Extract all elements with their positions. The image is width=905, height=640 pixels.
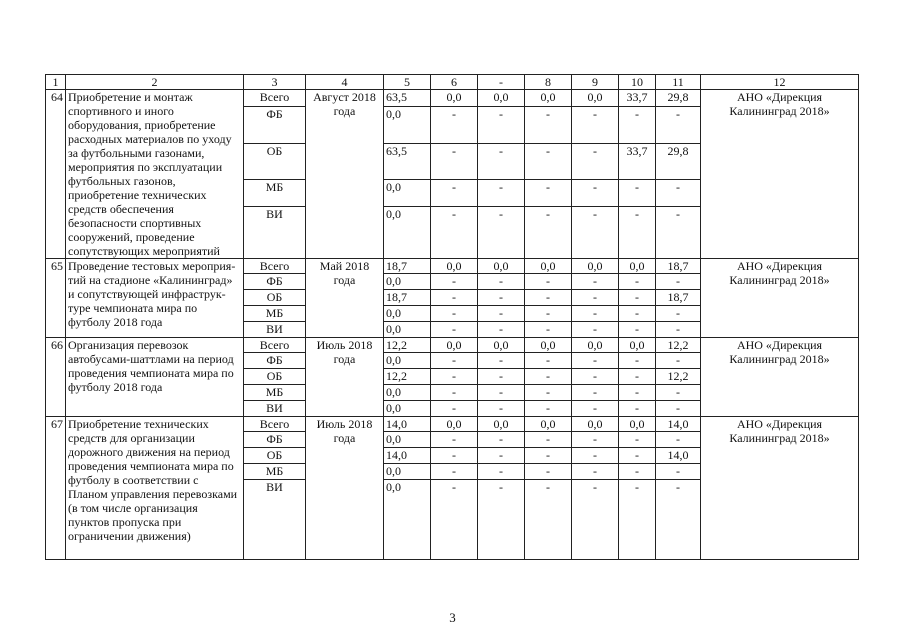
- value-cell: -: [431, 180, 478, 207]
- value-cell: -: [619, 464, 656, 480]
- value-cell: 0,0: [619, 259, 656, 274]
- value-cell: 12,2: [656, 369, 701, 385]
- value-cell: -: [431, 401, 478, 417]
- value-cell: 0,0: [384, 353, 431, 369]
- header-cell: 11: [656, 75, 701, 90]
- header-cell: 12: [701, 75, 859, 90]
- value-cell: 33,7: [619, 144, 656, 180]
- value-cell: 0,0: [478, 259, 525, 274]
- value-cell: -: [431, 448, 478, 464]
- value-cell: -: [525, 385, 572, 401]
- value-cell: -: [572, 144, 619, 180]
- value-cell: -: [478, 385, 525, 401]
- value-cell: -: [619, 369, 656, 385]
- value-cell: -: [656, 180, 701, 207]
- value-cell: -: [525, 180, 572, 207]
- header-cell: 4: [306, 75, 384, 90]
- value-cell: -: [619, 290, 656, 306]
- header-cell: 10: [619, 75, 656, 90]
- value-cell: -: [572, 385, 619, 401]
- value-cell: 0,0: [431, 338, 478, 353]
- value-cell: -: [572, 432, 619, 448]
- value-cell: -: [431, 369, 478, 385]
- value-cell: -: [656, 353, 701, 369]
- value-cell: 14,0: [384, 448, 431, 464]
- value-cell: -: [431, 306, 478, 322]
- funding-source: ФБ: [244, 353, 306, 369]
- value-cell: -: [619, 432, 656, 448]
- funding-source: ОБ: [244, 369, 306, 385]
- value-cell: 0,0: [525, 338, 572, 353]
- funding-source: ФБ: [244, 274, 306, 290]
- value-cell: -: [619, 106, 656, 143]
- funding-source: ФБ: [244, 106, 306, 143]
- value-cell: 0,0: [384, 180, 431, 207]
- value-cell: -: [572, 448, 619, 464]
- row-number: 65: [46, 259, 66, 338]
- value-cell: -: [656, 480, 701, 560]
- row-number: 67: [46, 417, 66, 560]
- value-cell: 0,0: [384, 274, 431, 290]
- value-cell: -: [619, 401, 656, 417]
- value-cell: 0,0: [478, 417, 525, 432]
- value-cell: 33,7: [619, 90, 656, 107]
- value-cell: -: [656, 207, 701, 259]
- value-cell: -: [619, 274, 656, 290]
- value-cell: -: [478, 274, 525, 290]
- value-cell: 0,0: [384, 106, 431, 143]
- value-cell: 63,5: [384, 144, 431, 180]
- value-cell: -: [478, 480, 525, 560]
- value-cell: 0,0: [525, 259, 572, 274]
- funding-source: МБ: [244, 464, 306, 480]
- header-cell: -: [478, 75, 525, 90]
- value-cell: -: [478, 322, 525, 338]
- value-cell: -: [619, 207, 656, 259]
- value-cell: -: [431, 385, 478, 401]
- header-cell: 2: [66, 75, 244, 90]
- executor: АНО «Дирекция Калининград 2018»: [701, 90, 859, 259]
- period: Май 2018 года: [306, 259, 384, 338]
- table-row: [46, 338, 859, 353]
- value-cell: -: [572, 106, 619, 143]
- value-cell: 0,0: [619, 338, 656, 353]
- value-cell: -: [572, 464, 619, 480]
- value-cell: -: [619, 306, 656, 322]
- value-cell: -: [656, 106, 701, 143]
- value-cell: -: [431, 144, 478, 180]
- header-cell: 6: [431, 75, 478, 90]
- value-cell: 12,2: [656, 338, 701, 353]
- table-row: [46, 90, 859, 107]
- value-cell: -: [525, 432, 572, 448]
- value-cell: 0,0: [572, 259, 619, 274]
- value-cell: -: [656, 306, 701, 322]
- value-cell: 0,0: [572, 338, 619, 353]
- funding-source: ОБ: [244, 290, 306, 306]
- executor: АНО «Дирекция Калининград 2018»: [701, 259, 859, 338]
- value-cell: 29,8: [656, 90, 701, 107]
- value-cell: 0,0: [478, 338, 525, 353]
- value-cell: -: [572, 369, 619, 385]
- value-cell: -: [572, 353, 619, 369]
- value-cell: -: [572, 401, 619, 417]
- page-number: 3: [449, 610, 456, 625]
- value-cell: -: [656, 385, 701, 401]
- value-cell: -: [656, 322, 701, 338]
- value-cell: -: [478, 464, 525, 480]
- measure-description: Организация перевозок автобусами-шаттлами на период проведения чемпионата мира по футболу 2018 года: [66, 338, 244, 417]
- funding-source: Всего: [244, 338, 306, 353]
- value-cell: 0,0: [384, 306, 431, 322]
- value-cell: 0,0: [572, 417, 619, 432]
- measure-description: Проведение тестовых мероприя-тий на стадионе «Калининград» и сопутствующей инфраструк-туре чемпионата мира по футболу 2018 года: [66, 259, 244, 338]
- value-cell: 12,2: [384, 338, 431, 353]
- value-cell: -: [525, 464, 572, 480]
- value-cell: 0,0: [572, 90, 619, 107]
- value-cell: -: [525, 353, 572, 369]
- value-cell: -: [431, 464, 478, 480]
- value-cell: -: [572, 322, 619, 338]
- value-cell: 14,0: [656, 448, 701, 464]
- value-cell: 18,7: [384, 290, 431, 306]
- period: Август 2018 года: [306, 90, 384, 259]
- value-cell: -: [478, 290, 525, 306]
- funding-source: ВИ: [244, 480, 306, 560]
- value-cell: -: [525, 144, 572, 180]
- value-cell: 14,0: [656, 417, 701, 432]
- value-cell: -: [431, 207, 478, 259]
- value-cell: -: [656, 401, 701, 417]
- value-cell: 0,0: [384, 207, 431, 259]
- funding-source: ОБ: [244, 448, 306, 464]
- value-cell: 0,0: [384, 480, 431, 560]
- value-cell: -: [431, 290, 478, 306]
- value-cell: -: [525, 480, 572, 560]
- header-cell: 1: [46, 75, 66, 90]
- table-row: [46, 259, 859, 274]
- value-cell: 0,0: [431, 417, 478, 432]
- row-number: 66: [46, 338, 66, 417]
- value-cell: 0,0: [525, 90, 572, 107]
- measure-description: Приобретение и монтаж спортивного и иного оборудования, приобретение расходных материалов по уходу за футбольными газонами, мероприятия по эксплуатации футбольных газонов, приобретение технических средств обеспечения безопасности спортивных сооружений, проведение сопутствующих мероприятий: [66, 90, 244, 259]
- header-row: [46, 75, 859, 90]
- value-cell: -: [478, 401, 525, 417]
- executor: АНО «Дирекция Калининград 2018»: [701, 338, 859, 417]
- value-cell: -: [525, 306, 572, 322]
- funding-source: Всего: [244, 90, 306, 107]
- value-cell: -: [525, 274, 572, 290]
- funding-source: ВИ: [244, 207, 306, 259]
- value-cell: -: [478, 448, 525, 464]
- value-cell: -: [525, 106, 572, 143]
- value-cell: 12,2: [384, 369, 431, 385]
- value-cell: -: [478, 353, 525, 369]
- funding-source: ВИ: [244, 322, 306, 338]
- value-cell: -: [572, 207, 619, 259]
- budget-table: [45, 74, 859, 560]
- value-cell: -: [431, 274, 478, 290]
- value-cell: 0,0: [384, 432, 431, 448]
- value-cell: 0,0: [431, 90, 478, 107]
- value-cell: -: [525, 290, 572, 306]
- value-cell: 0,0: [384, 401, 431, 417]
- funding-source: ОБ: [244, 144, 306, 180]
- value-cell: -: [572, 290, 619, 306]
- value-cell: -: [572, 306, 619, 322]
- value-cell: -: [619, 385, 656, 401]
- funding-source: МБ: [244, 180, 306, 207]
- value-cell: -: [619, 180, 656, 207]
- value-cell: -: [619, 480, 656, 560]
- table-row: [46, 417, 859, 432]
- value-cell: -: [525, 322, 572, 338]
- value-cell: -: [656, 274, 701, 290]
- value-cell: -: [478, 180, 525, 207]
- value-cell: -: [572, 274, 619, 290]
- header-cell: 9: [572, 75, 619, 90]
- value-cell: -: [619, 448, 656, 464]
- header-cell: 5: [384, 75, 431, 90]
- funding-source: ВИ: [244, 401, 306, 417]
- row-number: 64: [46, 90, 66, 259]
- value-cell: 29,8: [656, 144, 701, 180]
- period: Июль 2018 года: [306, 417, 384, 560]
- value-cell: -: [525, 369, 572, 385]
- value-cell: -: [478, 432, 525, 448]
- value-cell: 0,0: [384, 322, 431, 338]
- value-cell: -: [572, 480, 619, 560]
- value-cell: -: [525, 448, 572, 464]
- value-cell: 0,0: [619, 417, 656, 432]
- value-cell: -: [431, 106, 478, 143]
- funding-source: ФБ: [244, 432, 306, 448]
- value-cell: -: [478, 369, 525, 385]
- value-cell: -: [656, 432, 701, 448]
- funding-source: Всего: [244, 417, 306, 432]
- value-cell: -: [431, 353, 478, 369]
- header-cell: 3: [244, 75, 306, 90]
- value-cell: 0,0: [431, 259, 478, 274]
- value-cell: 0,0: [384, 385, 431, 401]
- value-cell: 18,7: [384, 259, 431, 274]
- value-cell: -: [619, 322, 656, 338]
- value-cell: 18,7: [656, 259, 701, 274]
- value-cell: -: [431, 432, 478, 448]
- funding-source: МБ: [244, 306, 306, 322]
- value-cell: -: [525, 401, 572, 417]
- header-cell: 8: [525, 75, 572, 90]
- value-cell: 18,7: [656, 290, 701, 306]
- value-cell: -: [478, 144, 525, 180]
- value-cell: 0,0: [525, 417, 572, 432]
- value-cell: -: [478, 106, 525, 143]
- value-cell: -: [619, 353, 656, 369]
- value-cell: -: [525, 207, 572, 259]
- value-cell: -: [572, 180, 619, 207]
- executor: АНО «Дирекция Калининград 2018»: [701, 417, 859, 560]
- value-cell: 0,0: [478, 90, 525, 107]
- measure-description: Приобретение технических средств для организации дорожного движения на период проведения чемпионата мира по футболу в соответствии с Планом управления перевозками (в том числе организация пунктов пропуска при ограничении движения): [66, 417, 244, 560]
- value-cell: -: [431, 322, 478, 338]
- value-cell: 0,0: [384, 464, 431, 480]
- value-cell: -: [478, 207, 525, 259]
- value-cell: -: [431, 480, 478, 560]
- value-cell: -: [478, 306, 525, 322]
- period: Июль 2018 года: [306, 338, 384, 417]
- funding-source: Всего: [244, 259, 306, 274]
- value-cell: 14,0: [384, 417, 431, 432]
- value-cell: -: [656, 464, 701, 480]
- value-cell: 63,5: [384, 90, 431, 107]
- funding-source: МБ: [244, 385, 306, 401]
